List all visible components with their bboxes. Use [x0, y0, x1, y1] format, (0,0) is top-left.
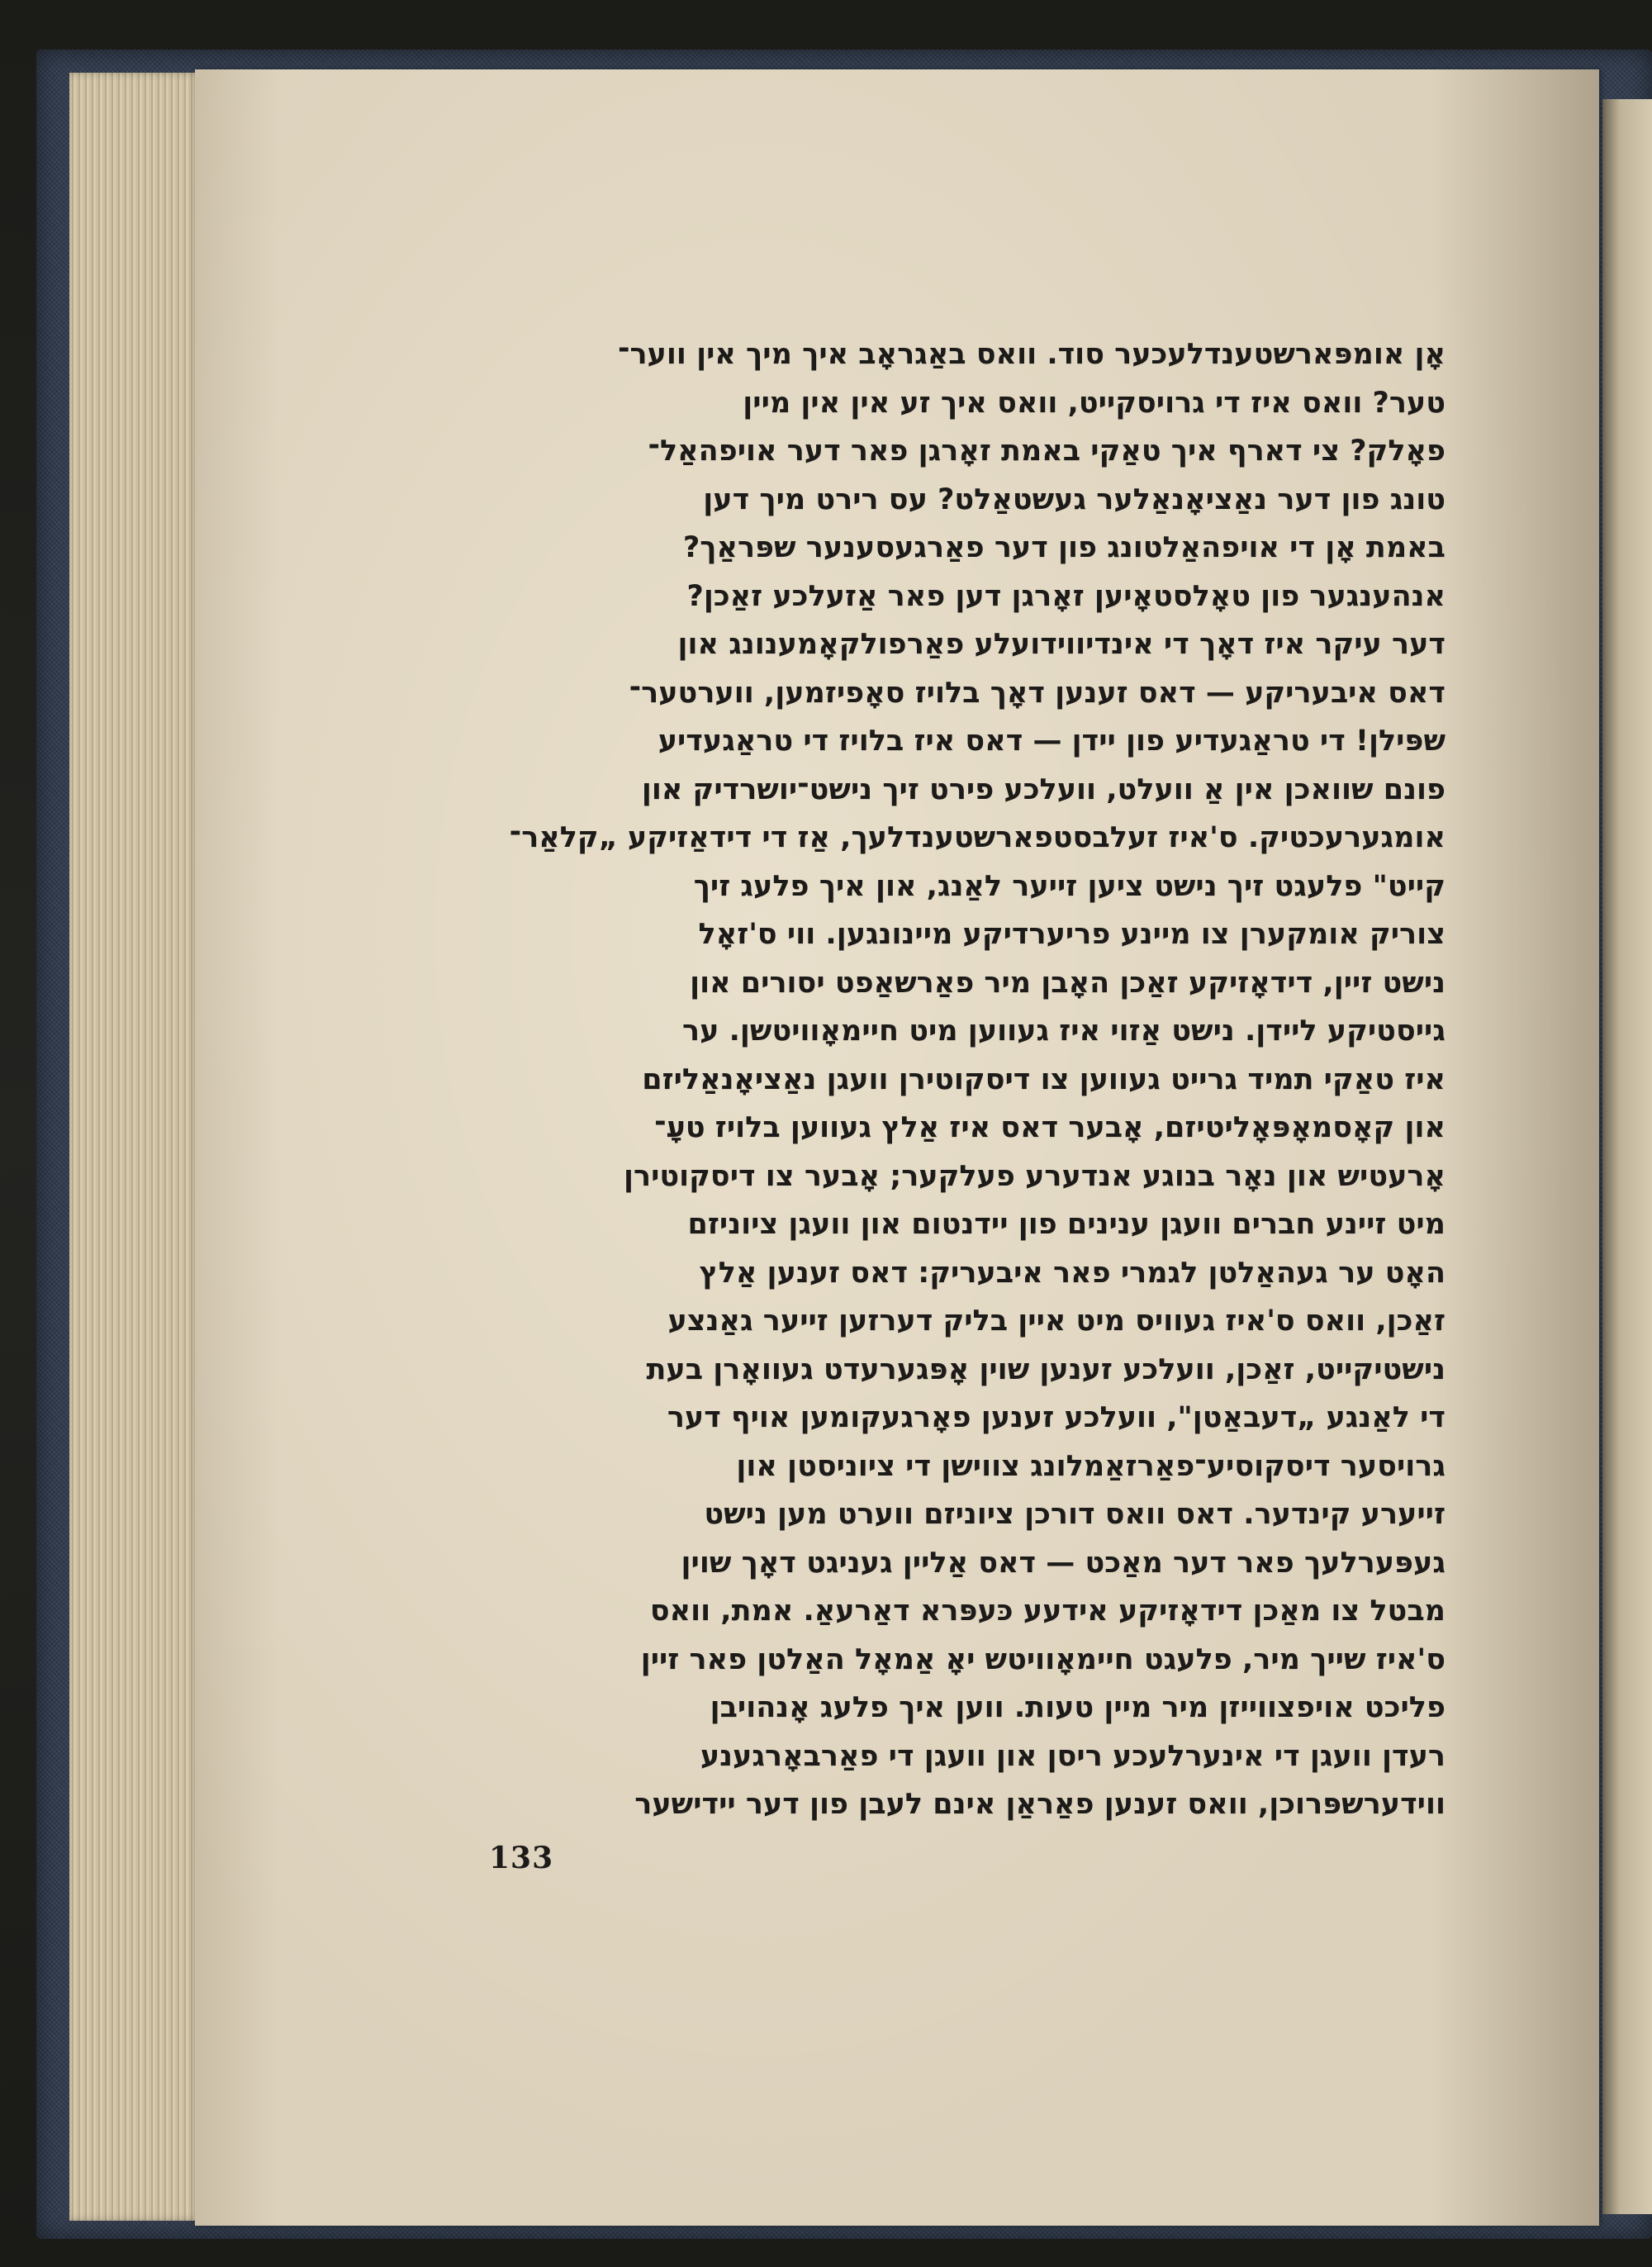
text-line: נישטיקייט, זאַכן, וועלכע זענען שוין אָפּגערעדט געוואָרן בעת: [646, 1352, 1446, 1386]
text-line: פליכט אויפצווייזן מיר מיין טעות. ווען איך פלעג אָנהויבן: [710, 1691, 1446, 1724]
text-line: פאָלק? צי דארף איך טאַקי באמת זאָרגן פאר דער אויפהאַל־: [648, 435, 1446, 468]
text-line: ס'איז שייך מיר, פלעגט חיימאָוויטש יאָ אַמאָל האַלטן פאר זיין: [640, 1642, 1446, 1676]
text-line: די לאַנגע „דעבאַטן", וועלכע זענען פאָרגעקומען אויף דער: [667, 1401, 1446, 1434]
text-line: דאס איבעריקע — דאס זענען דאָך בלויז סאָפיזמען, ווערטער־: [629, 676, 1446, 710]
text-line: קייט" פלעגט זיך נישט ציען זייער לאַנג, און איך פלעג זיך: [693, 869, 1446, 903]
text-line: מבטל צו מאַכן דידאָזיקע אידעע כּעפּרא דאַרעאַ. אמת, וואס: [649, 1595, 1446, 1628]
body-text: [471, 330, 1446, 1842]
text-line: אָן אומפּארשטענדלעכער סוד. וואס באַגראָב איך מיך אין ווער־: [617, 338, 1446, 371]
text-line: אומגערעכטיק. ס'איז זעלבסטפארשטענדלעך, אַז די דידאַזיקע „קלאַר־: [509, 821, 1446, 854]
text-line: און קאָסמאָפּאָליטיזם, אָבער דאס איז אַלץ געווען בלויז טעָ־: [654, 1111, 1446, 1144]
text-line: גייסטיקע ליידן. נישט אַזוי איז געווען מיט חיימאָוויטשן. ער: [682, 1015, 1446, 1048]
text-line: איז טאַקי תמיד גרייט געווען צו דיסקוטירן וועגן נאַציאָנאַליזם: [642, 1062, 1446, 1096]
text-line: נישט זיין, דידאָזיקע זאַכן האָבן מיר פאַרשאַפט יסורים און: [690, 966, 1446, 1000]
text-line: פונם שוואכן אין אַ וועלט, וועלכע פירט זיך נישט־יושרדיק און: [641, 772, 1446, 806]
text-line: שפּילן! די טראַגעדיע פון יידן — דאס איז בלויז די טראַגעדיע: [657, 725, 1446, 758]
text-line: ווידערשפּרוכן, וואס זענען פאַראַן אינם לעבן פון דער יידישער: [634, 1788, 1446, 1821]
text-line: דער עיקר איז דאָך די אינדיווידועלע פאַרפולקאָמענונג און: [677, 628, 1446, 661]
text-line: מיט זיינע חברים וועגן ענינים פון יידנטום און וועגן ציוניזם: [687, 1208, 1446, 1241]
text-line: צוריק אומקערן צו מיינע פריערדיקע מיינונגען. ווי ס'זאָל: [698, 918, 1446, 951]
text-line: אנהענגער פון טאָלסטאָיען זאָרגן דען פאר אַזעלכע זאַכן?: [686, 579, 1446, 613]
facing-page-edge: [1602, 99, 1652, 2214]
text-line: טער? וואס איז די גרויסקייט, וואס איך זע אין אין מיין: [743, 386, 1446, 420]
page-number: 133: [489, 1841, 554, 1875]
text-line: זאַכן, וואס ס'איז געוויס מיט איין בליק דערזען זייער גאַנצע: [667, 1305, 1446, 1338]
text-line: גרויסער דיסקוסיע־פאַרזאַמלונג צווישן די ציוניסטן און: [736, 1449, 1446, 1483]
text-line: אָרעטיש און נאָר בנוגע אנדערע פעלקער; אָבער צו דיסקוטירן: [623, 1159, 1446, 1193]
text-line: רעדן וועגן די אינערלעכע ריסן און וועגן די פאַרבאָרגענע: [700, 1739, 1446, 1773]
text-line: באמת אָן די אויפהאַלטונג פון דער פאַרגעסענער שפּראַך?: [682, 531, 1446, 564]
text-line: זייערע קינדער. דאס וואס דורכן ציוניזם ווערט מען נישט: [704, 1498, 1446, 1531]
page-edges: [69, 73, 202, 2221]
text-line: טונג פון דער נאַציאָנאַלער געשטאַלט? עס רירט מיך דען: [703, 482, 1446, 516]
text-line: האָט ער געהאַלטן לגמרי פאר איבעריק: דאס זענען אַלץ: [699, 1256, 1446, 1290]
text-line: געפּערלעך פאר דער מאַכט — דאס אַליין געניגט דאָך שוין: [681, 1546, 1446, 1580]
